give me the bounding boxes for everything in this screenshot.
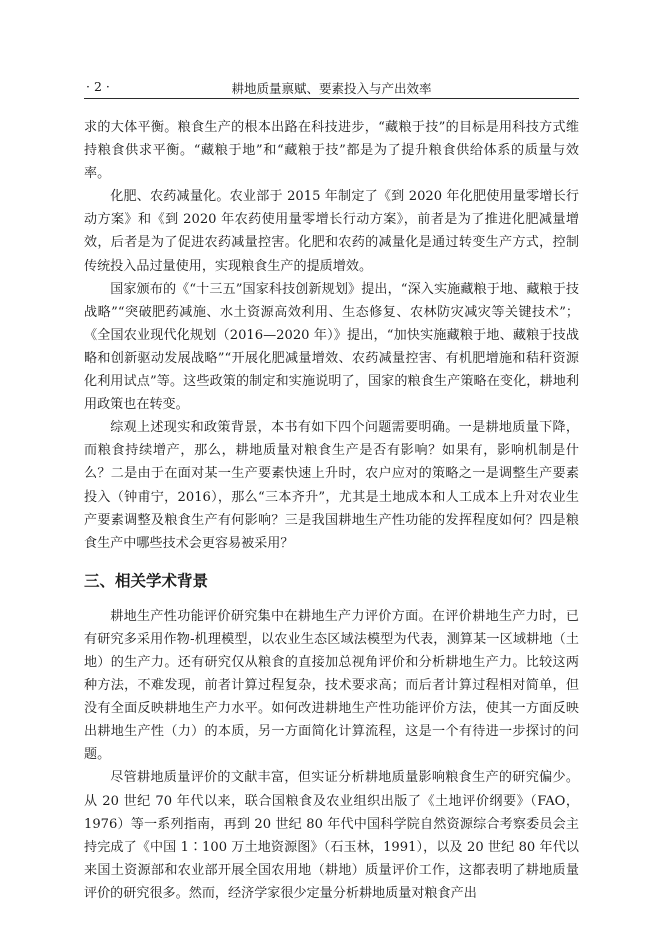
paragraph-fertilizer-reduction: 化肥、农药减量化。农业部于 2015 年制定了《到 2020 年化肥使用量零增长行动方案》和《到 2020 年农药使用量零增长行动方案》，前者是为了推进化肥减量增效，后者是为了促进农药减量控害。化肥和农药的减量化是通过转变生产方式，控制传统投入品过量使用，实现粮食生产的提质增效。 [84,189,579,274]
running-header [84,76,579,99]
paragraph-research-questions: 综观上述现实和政策背景，本书有如下四个问题需要明确。一是耕地质量下降，而粮食持续增产，那么，耕地质量对粮食生产是否有影响？如果有，影响机制是什么？二是由于在面对某一生产要素快速上升时，农户应对的策略之一是调整生产要素投入（钟甫宁，2016），那么“三本齐升”，尤其是土地成本和人工成本上升对农业生产要素调整及粮食生产有何影响？三是我国耕地生产性功能的发挥程度如何？四是粮食生产中哪些技术会更容易被采用？ [84,420,579,551]
section-heading: 三、相关学术背景 [84,571,209,590]
paragraph-national-policy: 国家颁布的《“十三五”国家科技创新规划》提出，“深入实施藏粮于地、藏粮于技战略”“突破肥药减施、水土资源高效利用、生态修复、农林防灾减灾等关键技术”；《全国农业现代化规划（2016—2020 年）》提出，“加快实施藏粮于地、藏粮于技战略和创新驱动发展战略”“开展化肥减量增效、农药减量控害、有机肥增施和秸秆资源化利用试点”等。这些政策的制定和实施说明了，国家的粮食生产策略在变化，耕地利用政策也在转变。 [84,281,579,413]
paragraph-quality-evaluation: 尽管耕地质量评价的文献丰富，但实证分析耕地质量影响粮食生产的研究偏少。从 20 世纪 70 年代以来，联合国粮食及农业组织出版了《土地评价纲要》（FAO，1976）等一系列指南，再到 20 世纪 80 年代中国科学院自然资源综合考察委员会主持完成了《中国 1∶100 万土地资源图》（石玉林，1991），以及 20 世纪 80 年代以来国土资源部和农业部开展全国农用地（耕地）质量评价工作，这都表明了耕地质量评价的研究很多。然而，经济学家很少定量分析耕地质量对粮食产出 [84,770,579,901]
running-title: 耕地质量禀赋、要素投入与产出效率 [231,81,432,96]
page-number: · 2 · [86,79,110,94]
body-text [84,116,579,905]
paragraph-continued: 求的大体平衡。粮食生产的根本出路在科技进步，“藏粮于技”的目标是用科技方式维持粮食供求平衡。“藏粮于地”和“藏粮于技”都是为了提升粮食供给体系的质量与效率。 [84,120,579,182]
paragraph-productivity-evaluation: 耕地生产性功能评价研究集中在耕地生产力评价方面。在评价耕地生产力时，已有研究多采用作物-机理模型，以农业生态区域法模型为代表，测算某一区域耕地（土地）的生产力。还有研究仅从粮食的直接加总视角评价和分析耕地生产力。比较这两种方法，不难发现，前者计算过程复杂，技术要求高；而后者计算过程相对简单，但没有全面反映耕地生产力水平。如何改进耕地生产性功能评价方法，使其一方面反映出耕地生产性（力）的本质，另一方面简化计算流程，这是一个有待进一步探讨的问题。 [84,608,579,763]
